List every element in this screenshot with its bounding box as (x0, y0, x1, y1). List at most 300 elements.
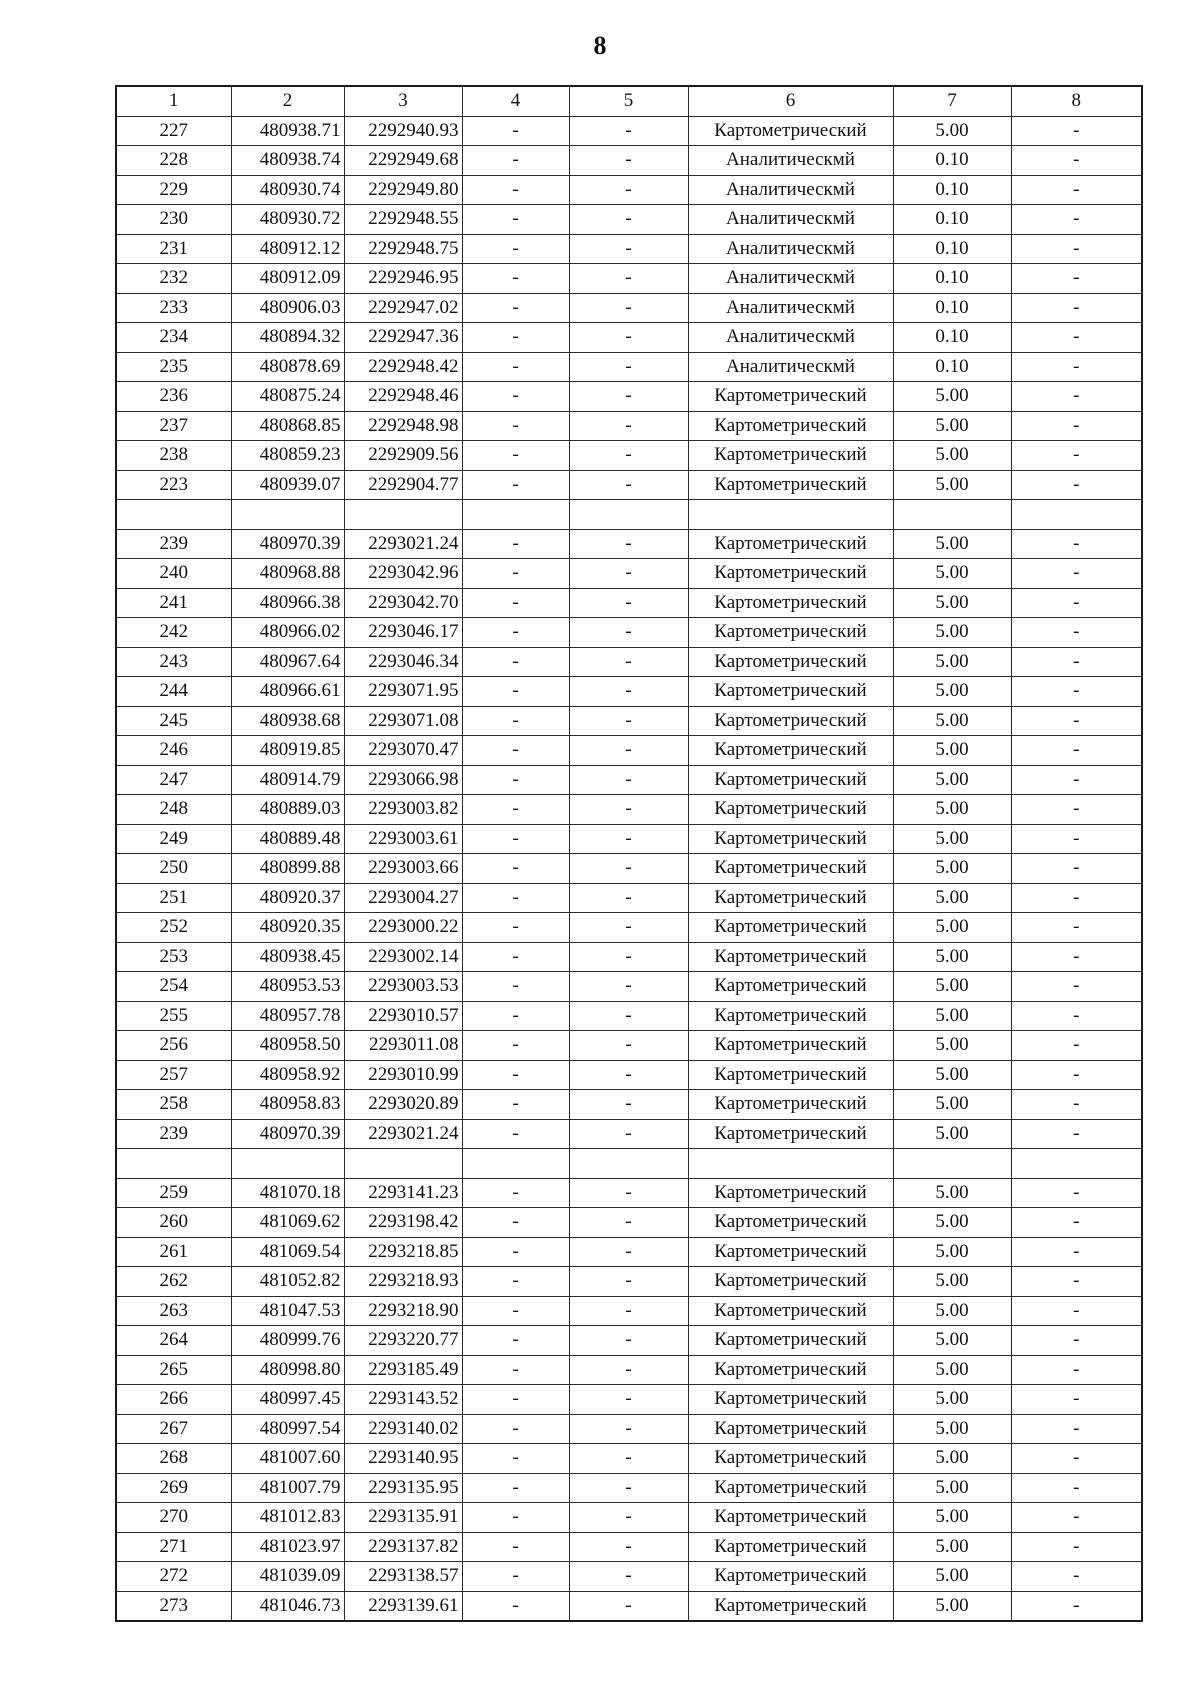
x-coordinate-cell: 481070.18 (231, 1178, 344, 1208)
column-4-cell: - (462, 323, 569, 353)
table-row (116, 559, 1142, 589)
x-coordinate-cell: 480958.83 (231, 1090, 344, 1120)
method-cell: Картометрический (688, 824, 893, 854)
x-coordinate-cell: 480919.85 (231, 736, 344, 766)
accuracy-cell: 5.00 (893, 1385, 1011, 1415)
y-coordinate-cell: 2293046.17 (344, 618, 462, 648)
table-row (116, 765, 1142, 795)
accuracy-cell: 5.00 (893, 647, 1011, 677)
accuracy-cell: 5.00 (893, 1119, 1011, 1149)
column-8-cell: - (1011, 323, 1142, 353)
column-4-cell: - (462, 913, 569, 943)
method-cell: Картометрический (688, 854, 893, 884)
point-number-cell: 258 (116, 1090, 231, 1120)
method-cell: Картометрический (688, 795, 893, 825)
point-number-cell: 272 (116, 1562, 231, 1592)
point-number-cell: 250 (116, 854, 231, 884)
column-4-cell: - (462, 293, 569, 323)
accuracy-cell: 5.00 (893, 736, 1011, 766)
accuracy-cell: 5.00 (893, 1237, 1011, 1267)
column-5-cell: - (569, 1414, 688, 1444)
column-8-cell: - (1011, 529, 1142, 559)
table-row (116, 470, 1142, 500)
method-cell: Картометрический (688, 647, 893, 677)
point-number-cell: 232 (116, 264, 231, 294)
column-4-cell: - (462, 559, 569, 589)
accuracy-cell: 5.00 (893, 382, 1011, 412)
y-coordinate-cell: 2293003.53 (344, 972, 462, 1002)
y-coordinate-cell: 2293004.27 (344, 883, 462, 913)
column-8-cell: - (1011, 883, 1142, 913)
y-coordinate-cell: 2292909.56 (344, 441, 462, 471)
table-row (116, 1326, 1142, 1356)
x-coordinate-cell: 480958.92 (231, 1060, 344, 1090)
method-cell: Картометрический (688, 1326, 893, 1356)
column-5-cell: - (569, 824, 688, 854)
y-coordinate-cell: 2293185.49 (344, 1355, 462, 1385)
x-coordinate-cell: 480920.35 (231, 913, 344, 943)
table-row (116, 529, 1142, 559)
column-5-cell: - (569, 588, 688, 618)
x-coordinate-cell: 480912.09 (231, 264, 344, 294)
x-coordinate-cell: 480958.50 (231, 1031, 344, 1061)
column-8-cell: - (1011, 441, 1142, 471)
column-8-cell: - (1011, 1208, 1142, 1238)
y-coordinate-cell: 2293066.98 (344, 765, 462, 795)
table-row (116, 1532, 1142, 1562)
x-coordinate-cell: 480912.12 (231, 234, 344, 264)
x-coordinate-cell: 480889.48 (231, 824, 344, 854)
column-8-cell: - (1011, 1414, 1142, 1444)
table-row (116, 736, 1142, 766)
accuracy-cell: 5.00 (893, 1444, 1011, 1474)
method-cell: Картометрический (688, 1031, 893, 1061)
column-8-cell: - (1011, 1001, 1142, 1031)
column-4-cell (462, 1149, 569, 1179)
accuracy-cell: 5.00 (893, 1031, 1011, 1061)
point-number-cell: 223 (116, 470, 231, 500)
point-number-cell: 267 (116, 1414, 231, 1444)
column-5-cell: - (569, 1532, 688, 1562)
column-4-cell: - (462, 736, 569, 766)
accuracy-cell: 5.00 (893, 1178, 1011, 1208)
column-8-cell: - (1011, 1296, 1142, 1326)
column-8-cell: - (1011, 146, 1142, 176)
point-number-cell: 241 (116, 588, 231, 618)
column-5-cell: - (569, 1060, 688, 1090)
column-5-cell: - (569, 411, 688, 441)
column-5-cell: - (569, 205, 688, 235)
table-row (116, 264, 1142, 294)
column-5-cell: - (569, 323, 688, 353)
y-coordinate-cell: 2293135.95 (344, 1473, 462, 1503)
table-row (116, 382, 1142, 412)
column-4-cell: - (462, 706, 569, 736)
column-5-cell: - (569, 883, 688, 913)
column-5-cell: - (569, 1267, 688, 1297)
method-cell: Картометрический (688, 1444, 893, 1474)
point-number-cell: 257 (116, 1060, 231, 1090)
column-5-cell: - (569, 765, 688, 795)
accuracy-cell: 0.10 (893, 205, 1011, 235)
point-number-cell: 249 (116, 824, 231, 854)
y-coordinate-cell: 2292949.80 (344, 175, 462, 205)
x-coordinate-cell: 480953.53 (231, 972, 344, 1002)
method-cell: Аналитическмй (688, 234, 893, 264)
y-coordinate-cell: 2292948.42 (344, 352, 462, 382)
accuracy-cell: 5.00 (893, 854, 1011, 884)
accuracy-cell: 0.10 (893, 323, 1011, 353)
column-4-cell: - (462, 1267, 569, 1297)
column-8-cell: - (1011, 1267, 1142, 1297)
method-cell: Картометрический (688, 1591, 893, 1621)
accuracy-cell: 5.00 (893, 411, 1011, 441)
column-5-cell (569, 500, 688, 530)
y-coordinate-cell: 2293003.82 (344, 795, 462, 825)
y-coordinate-cell: 2293042.96 (344, 559, 462, 589)
column-8-cell: - (1011, 234, 1142, 264)
column-4-cell: - (462, 1237, 569, 1267)
x-coordinate-cell: 480938.45 (231, 942, 344, 972)
table-row (116, 588, 1142, 618)
table-row (116, 1267, 1142, 1297)
table-header-row (116, 86, 1142, 116)
accuracy-cell: 5.00 (893, 1503, 1011, 1533)
column-header-7: 7 (893, 86, 1011, 116)
accuracy-cell (893, 500, 1011, 530)
accuracy-cell: 5.00 (893, 883, 1011, 913)
method-cell: Аналитическмй (688, 352, 893, 382)
column-8-cell: - (1011, 264, 1142, 294)
column-8-cell: - (1011, 706, 1142, 736)
y-coordinate-cell: 2293138.57 (344, 1562, 462, 1592)
x-coordinate-cell: 480968.88 (231, 559, 344, 589)
y-coordinate-cell (344, 500, 462, 530)
column-4-cell: - (462, 382, 569, 412)
column-4-cell: - (462, 1208, 569, 1238)
column-8-cell: - (1011, 588, 1142, 618)
table-row (116, 1208, 1142, 1238)
column-header-6: 6 (688, 86, 893, 116)
column-4-cell (462, 500, 569, 530)
point-number-cell: 259 (116, 1178, 231, 1208)
column-5-cell: - (569, 647, 688, 677)
column-8-cell: - (1011, 175, 1142, 205)
accuracy-cell (893, 1149, 1011, 1179)
column-8-cell: - (1011, 1444, 1142, 1474)
point-number-cell: 256 (116, 1031, 231, 1061)
column-8-cell: - (1011, 293, 1142, 323)
column-5-cell: - (569, 382, 688, 412)
method-cell: Картометрический (688, 1414, 893, 1444)
column-5-cell: - (569, 441, 688, 471)
column-4-cell: - (462, 1119, 569, 1149)
y-coordinate-cell: 2292946.95 (344, 264, 462, 294)
column-4-cell: - (462, 795, 569, 825)
column-5-cell: - (569, 175, 688, 205)
y-coordinate-cell: 2293135.91 (344, 1503, 462, 1533)
table-row (116, 1562, 1142, 1592)
accuracy-cell: 5.00 (893, 116, 1011, 146)
y-coordinate-cell: 2293071.95 (344, 677, 462, 707)
point-number-cell: 239 (116, 529, 231, 559)
column-4-cell: - (462, 116, 569, 146)
column-5-cell: - (569, 1355, 688, 1385)
column-4-cell: - (462, 146, 569, 176)
table-row (116, 883, 1142, 913)
accuracy-cell: 0.10 (893, 234, 1011, 264)
column-4-cell: - (462, 972, 569, 1002)
x-coordinate-cell: 480938.71 (231, 116, 344, 146)
point-number-cell: 261 (116, 1237, 231, 1267)
column-header-1: 1 (116, 86, 231, 116)
column-5-cell: - (569, 146, 688, 176)
column-8-cell: - (1011, 647, 1142, 677)
column-5-cell: - (569, 1119, 688, 1149)
column-5-cell: - (569, 1503, 688, 1533)
y-coordinate-cell: 2293140.02 (344, 1414, 462, 1444)
column-4-cell: - (462, 1591, 569, 1621)
y-coordinate-cell: 2292949.68 (344, 146, 462, 176)
x-coordinate-cell: 480894.32 (231, 323, 344, 353)
x-coordinate-cell: 481047.53 (231, 1296, 344, 1326)
column-4-cell: - (462, 264, 569, 294)
table-row (116, 1355, 1142, 1385)
table-row (116, 942, 1142, 972)
table-row (116, 1060, 1142, 1090)
table-row (116, 824, 1142, 854)
accuracy-cell: 0.10 (893, 264, 1011, 294)
column-5-cell: - (569, 942, 688, 972)
x-coordinate-cell: 480997.45 (231, 1385, 344, 1415)
column-5-cell: - (569, 706, 688, 736)
column-8-cell: - (1011, 1385, 1142, 1415)
method-cell: Картометрический (688, 1119, 893, 1149)
table-row (116, 234, 1142, 264)
y-coordinate-cell: 2293011.08 (344, 1031, 462, 1061)
table-row (116, 677, 1142, 707)
point-number-cell: 263 (116, 1296, 231, 1326)
method-cell: Картометрический (688, 1562, 893, 1592)
method-cell: Картометрический (688, 411, 893, 441)
column-5-cell: - (569, 1031, 688, 1061)
method-cell: Картометрический (688, 382, 893, 412)
column-4-cell: - (462, 1444, 569, 1474)
accuracy-cell: 5.00 (893, 618, 1011, 648)
point-number-cell: 240 (116, 559, 231, 589)
page-number: 8 (593, 31, 607, 60)
method-cell: Аналитическмй (688, 146, 893, 176)
point-number-cell: 243 (116, 647, 231, 677)
column-4-cell: - (462, 411, 569, 441)
column-4-cell: - (462, 470, 569, 500)
column-5-cell: - (569, 1090, 688, 1120)
y-coordinate-cell: 2292947.02 (344, 293, 462, 323)
column-4-cell: - (462, 647, 569, 677)
y-coordinate-cell: 2292948.98 (344, 411, 462, 441)
column-5-cell: - (569, 1591, 688, 1621)
method-cell: Картометрический (688, 913, 893, 943)
method-cell: Картометрический (688, 1208, 893, 1238)
column-8-cell: - (1011, 736, 1142, 766)
x-coordinate-cell: 480970.39 (231, 529, 344, 559)
column-4-cell: - (462, 1060, 569, 1090)
accuracy-cell: 0.10 (893, 352, 1011, 382)
accuracy-cell: 5.00 (893, 1562, 1011, 1592)
y-coordinate-cell: 2293071.08 (344, 706, 462, 736)
y-coordinate-cell: 2293220.77 (344, 1326, 462, 1356)
method-cell: Картометрический (688, 618, 893, 648)
method-cell: Картометрический (688, 1090, 893, 1120)
y-coordinate-cell: 2292948.75 (344, 234, 462, 264)
table-row (116, 1473, 1142, 1503)
point-number-cell: 237 (116, 411, 231, 441)
column-8-cell: - (1011, 1060, 1142, 1090)
column-5-cell: - (569, 470, 688, 500)
y-coordinate-cell: 2293141.23 (344, 1178, 462, 1208)
accuracy-cell: 5.00 (893, 824, 1011, 854)
method-cell: Картометрический (688, 706, 893, 736)
table-row (116, 323, 1142, 353)
x-coordinate-cell: 481046.73 (231, 1591, 344, 1621)
x-coordinate-cell: 481069.54 (231, 1237, 344, 1267)
table-row (116, 618, 1142, 648)
point-number-cell: 233 (116, 293, 231, 323)
x-coordinate-cell: 481007.60 (231, 1444, 344, 1474)
y-coordinate-cell: 2293140.95 (344, 1444, 462, 1474)
point-number-cell: 255 (116, 1001, 231, 1031)
x-coordinate-cell: 480939.07 (231, 470, 344, 500)
x-coordinate-cell: 480970.39 (231, 1119, 344, 1149)
table-row (116, 411, 1142, 441)
x-coordinate-cell (231, 500, 344, 530)
column-4-cell: - (462, 1178, 569, 1208)
table-row (116, 116, 1142, 146)
column-4-cell: - (462, 1001, 569, 1031)
method-cell: Картометрический (688, 942, 893, 972)
column-5-cell: - (569, 234, 688, 264)
point-number-cell: 246 (116, 736, 231, 766)
column-5-cell: - (569, 913, 688, 943)
column-8-cell: - (1011, 854, 1142, 884)
column-5-cell: - (569, 1178, 688, 1208)
x-coordinate-cell: 480967.64 (231, 647, 344, 677)
x-coordinate-cell: 480930.72 (231, 205, 344, 235)
accuracy-cell: 5.00 (893, 1208, 1011, 1238)
x-coordinate-cell: 481012.83 (231, 1503, 344, 1533)
accuracy-cell: 0.10 (893, 175, 1011, 205)
column-5-cell: - (569, 1385, 688, 1415)
column-4-cell: - (462, 1503, 569, 1533)
method-cell: Картометрический (688, 588, 893, 618)
column-8-cell: - (1011, 1237, 1142, 1267)
point-number-cell: 269 (116, 1473, 231, 1503)
point-number-cell: 231 (116, 234, 231, 264)
method-cell: Картометрический (688, 559, 893, 589)
column-4-cell: - (462, 765, 569, 795)
table-row (116, 1296, 1142, 1326)
column-5-cell: - (569, 1473, 688, 1503)
method-cell: Аналитическмй (688, 205, 893, 235)
table-row (116, 1031, 1142, 1061)
column-5-cell: - (569, 1237, 688, 1267)
accuracy-cell: 5.00 (893, 913, 1011, 943)
table-row (116, 972, 1142, 1002)
table-row (116, 1385, 1142, 1415)
accuracy-cell: 5.00 (893, 1060, 1011, 1090)
method-cell: Картометрический (688, 1178, 893, 1208)
table-separator-row (116, 500, 1142, 530)
column-4-cell: - (462, 942, 569, 972)
column-5-cell: - (569, 854, 688, 884)
method-cell: Картометрический (688, 470, 893, 500)
accuracy-cell: 5.00 (893, 1414, 1011, 1444)
table-row (116, 1090, 1142, 1120)
method-cell: Картометрический (688, 1473, 893, 1503)
point-number-cell: 242 (116, 618, 231, 648)
point-number-cell: 254 (116, 972, 231, 1002)
point-number-cell: 270 (116, 1503, 231, 1533)
method-cell: Картометрический (688, 1237, 893, 1267)
column-5-cell: - (569, 736, 688, 766)
column-8-cell: - (1011, 824, 1142, 854)
accuracy-cell: 5.00 (893, 470, 1011, 500)
column-5-cell: - (569, 116, 688, 146)
column-8-cell (1011, 500, 1142, 530)
method-cell: Картометрический (688, 765, 893, 795)
y-coordinate-cell: 2293046.34 (344, 647, 462, 677)
y-coordinate-cell: 2293020.89 (344, 1090, 462, 1120)
point-number-cell: 266 (116, 1385, 231, 1415)
column-8-cell: - (1011, 1326, 1142, 1356)
method-cell (688, 500, 893, 530)
point-number-cell: 253 (116, 942, 231, 972)
point-number-cell: 248 (116, 795, 231, 825)
column-8-cell: - (1011, 913, 1142, 943)
method-cell: Картометрический (688, 529, 893, 559)
x-coordinate-cell: 480859.23 (231, 441, 344, 471)
column-5-cell: - (569, 1562, 688, 1592)
column-8-cell: - (1011, 116, 1142, 146)
method-cell: Аналитическмй (688, 323, 893, 353)
x-coordinate-cell: 480966.02 (231, 618, 344, 648)
column-5-cell: - (569, 1444, 688, 1474)
y-coordinate-cell: 2293218.90 (344, 1296, 462, 1326)
column-8-cell: - (1011, 972, 1142, 1002)
column-8-cell: - (1011, 1031, 1142, 1061)
point-number-cell: 268 (116, 1444, 231, 1474)
accuracy-cell: 5.00 (893, 1532, 1011, 1562)
column-4-cell: - (462, 205, 569, 235)
column-5-cell: - (569, 972, 688, 1002)
point-number-cell: 235 (116, 352, 231, 382)
column-4-cell: - (462, 854, 569, 884)
column-5-cell (569, 1149, 688, 1179)
column-5-cell: - (569, 529, 688, 559)
column-4-cell: - (462, 883, 569, 913)
accuracy-cell: 5.00 (893, 1296, 1011, 1326)
column-5-cell: - (569, 618, 688, 648)
column-8-cell: - (1011, 1503, 1142, 1533)
y-coordinate-cell: 2293002.14 (344, 942, 462, 972)
table-row (116, 352, 1142, 382)
method-cell: Аналитическмй (688, 175, 893, 205)
column-header-5: 5 (569, 86, 688, 116)
x-coordinate-cell: 480889.03 (231, 795, 344, 825)
column-8-cell: - (1011, 1090, 1142, 1120)
column-8-cell: - (1011, 1591, 1142, 1621)
column-header-8: 8 (1011, 86, 1142, 116)
